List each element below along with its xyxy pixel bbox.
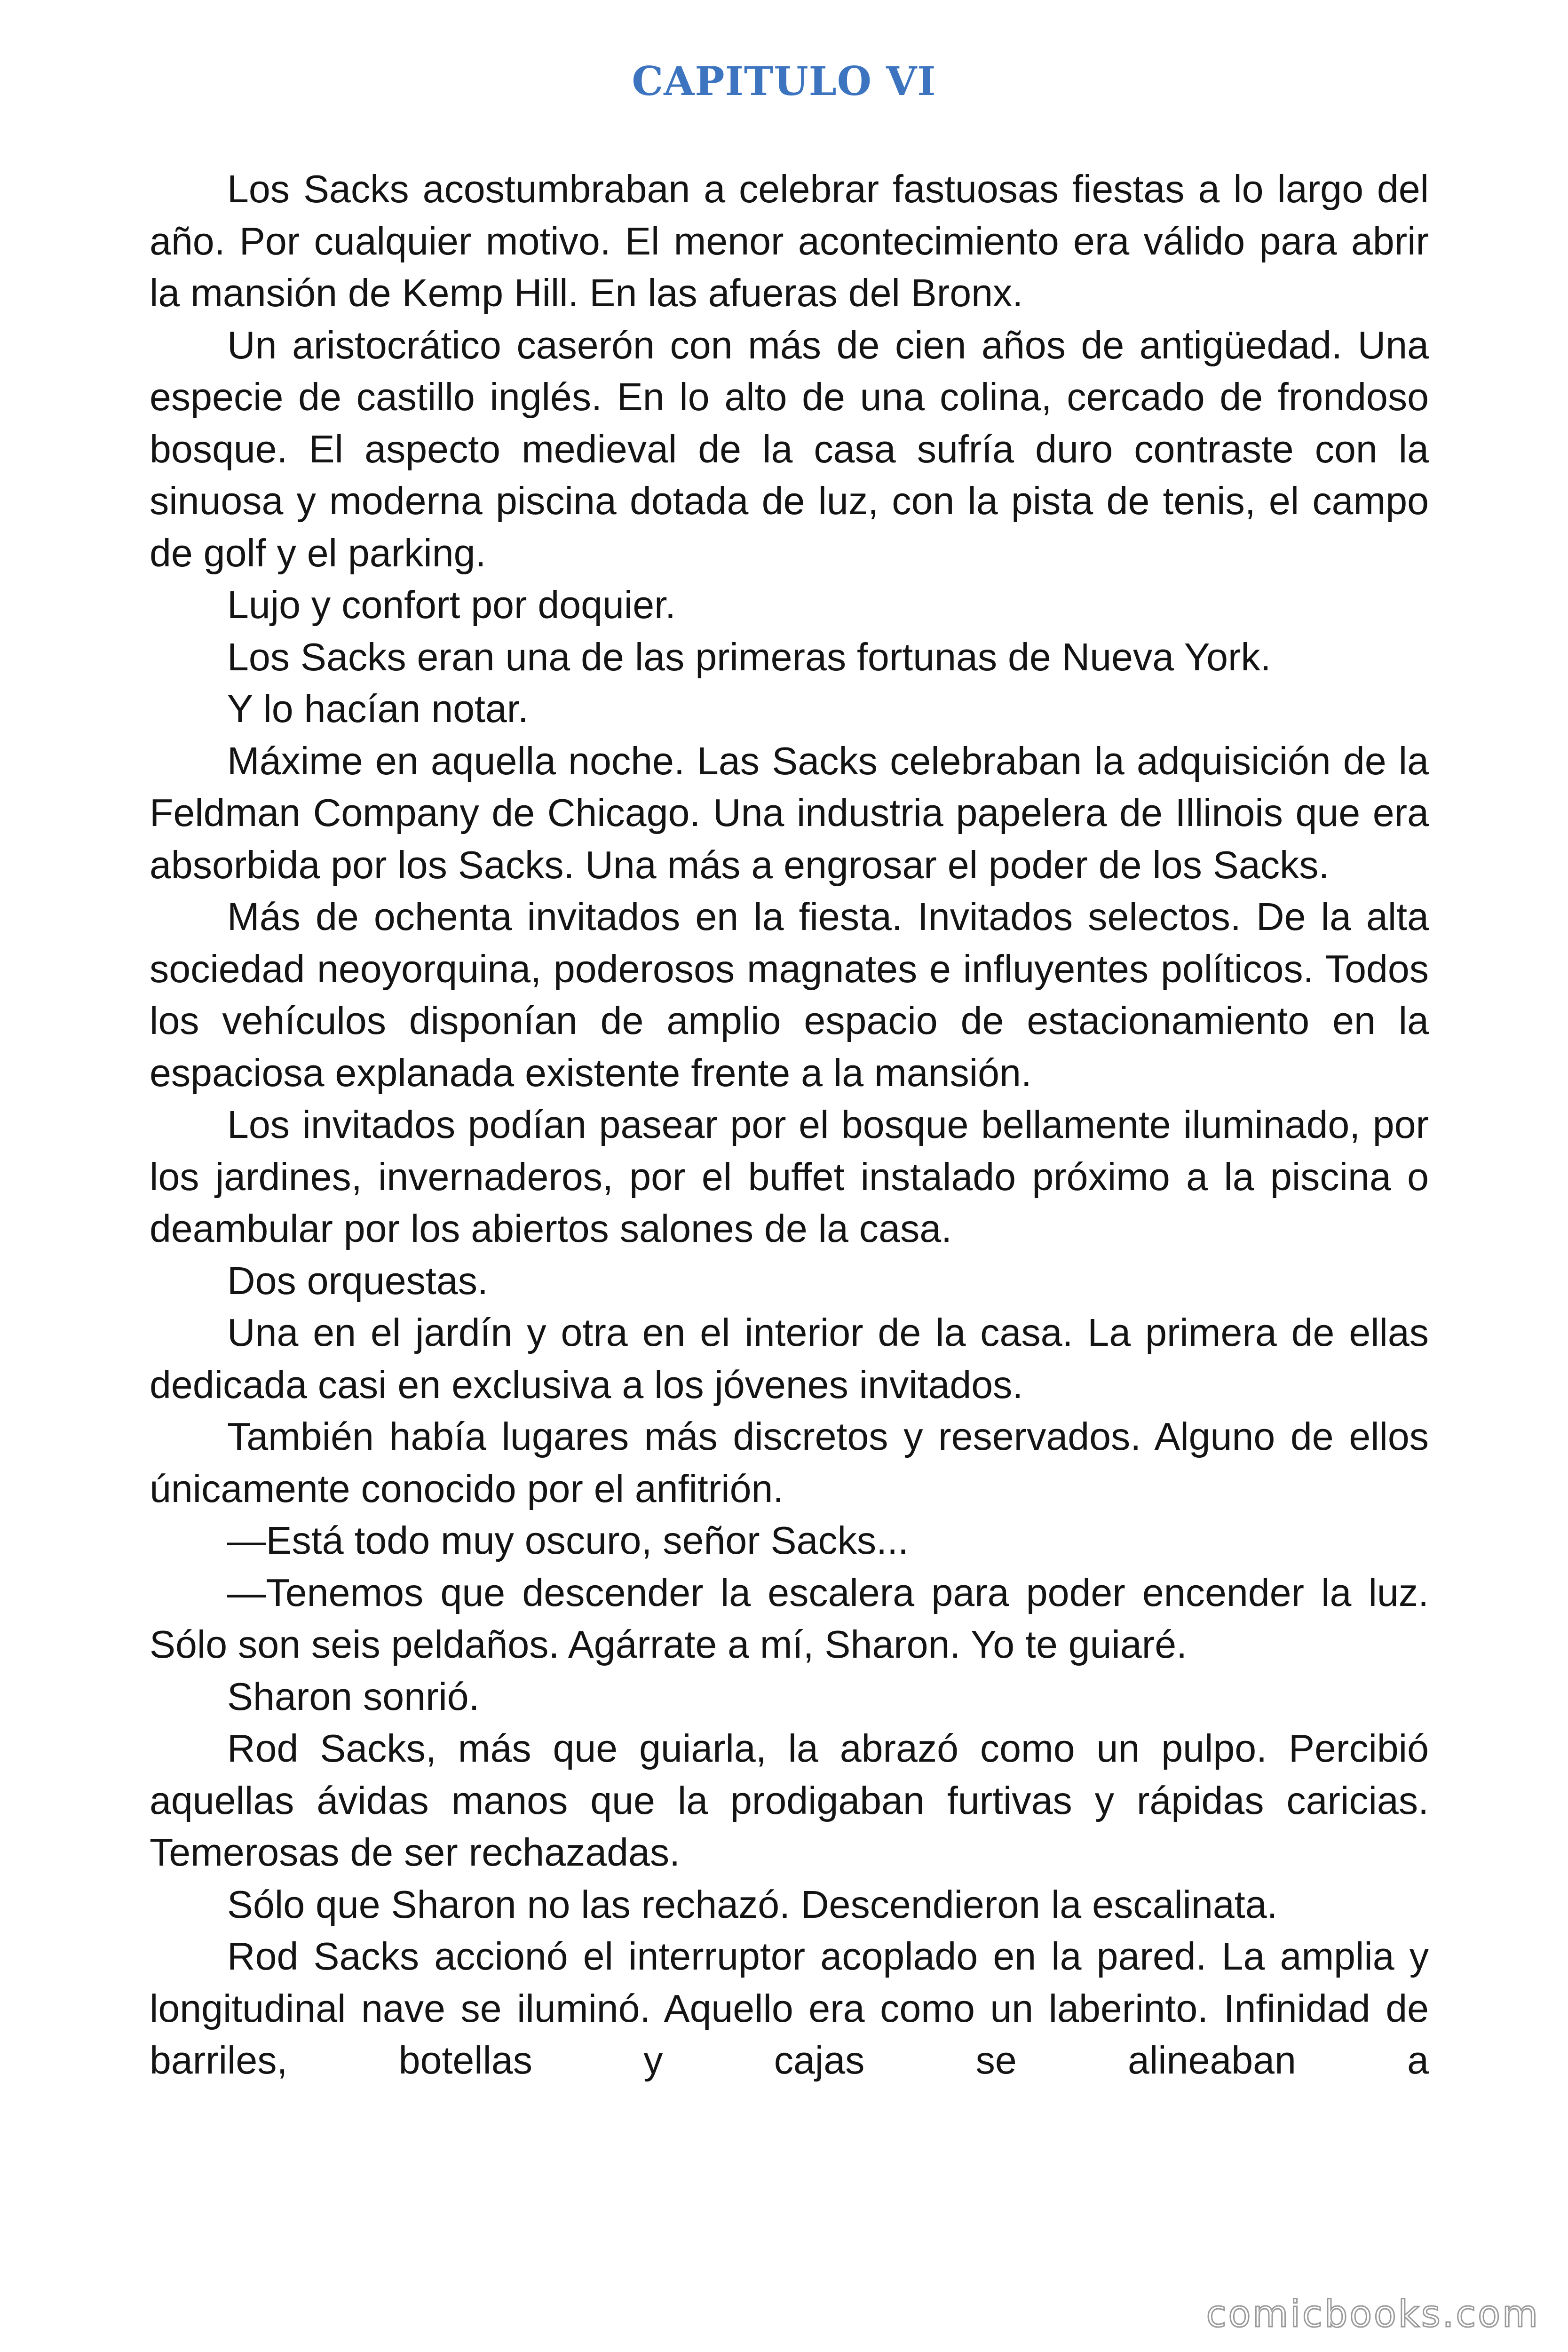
paragraph: Rod Sacks, más que guiarla, la abrazó como un pulpo. Percibió aquellas ávidas manos que la prodigaban furtivas y rápidas caricias. Temerosas de ser rechazadas. [150,1727,1429,1874]
paragraph: También había lugares más discretos y reservados. Alguno de ellos únicamente conocido por el anfitrión. [150,1415,1429,1510]
paragraph: Los invitados podían pasear por el bosque bellamente iluminado, por los jardines, invernaderos, por el buffet instalado próximo a la piscina o deambular por los abiertos salones de la casa. [150,1103,1429,1250]
paragraph: Una en el jardín y otra en el interior de la casa. La primera de ellas dedicada casi en exclusiva a los jóvenes invitados. [150,1311,1429,1406]
paragraph-continues: Rod Sacks accionó el interruptor acoplado en la pared. La amplia y longitudinal nave se iluminó. Aquello era como un laberinto. Infinidad de barriles, botellas y cajas se alineaban a [150,1935,1429,2082]
paragraph: Más de ochenta invitados en la fiesta. Invitados selectos. De la alta sociedad neoyorquina, poderosos magnates e influyentes políticos. Todos los vehículos disponían de amplio espacio de estacionamiento en la espaciosa explanada existente frente a la mansión. [150,895,1429,1095]
paragraph: Máxime en aquella noche. Las Sacks celebraban la adquisición de la Feldman Company de Chicago. Una industria papelera de Illinois que era absorbida por los Sacks. Una más a engrosar el poder de los Sacks. [150,739,1429,887]
paragraph: Sharon sonrió. [227,1675,480,1718]
watermark-logo: comicbooks.com [1206,2293,1540,2336]
paragraph: Los Sacks acostumbraban a celebrar fastuosas fiestas a lo largo del año. Por cualquier motivo. El menor acontecimiento era válido para abrir la mansión de Kemp Hill. En las afueras del Bronx. [150,167,1429,315]
paragraph: Lujo y confort por doquier. [227,583,676,627]
paragraph: Y lo hacían notar. [227,687,529,731]
chapter-body [150,163,1429,2087]
paragraph: Dos orquestas. [227,1259,488,1303]
chapter-title: CAPITULO VI [632,58,936,104]
paragraph: Un aristocrático caserón con más de cien años de antigüedad. Una especie de castillo inglés. En lo alto de una colina, cercado de frondoso bosque. El aspecto medieval de la casa sufría duro contraste con la sinuosa y moderna piscina dotada de luz, con la pista de tenis, el campo de golf y el parking. [150,323,1429,575]
paragraph: Sólo que Sharon no las rechazó. Descendieron la escalinata. [227,1883,1278,1926]
dialogue-paragraph: —Tenemos que descender la escalera para poder encender la luz. Sólo son seis peldaños. Agárrate a mí, Sharon. Yo te guiaré. [150,1571,1429,1666]
dialogue-paragraph: —Está todo muy oscuro, señor Sacks... [227,1519,909,1562]
paragraph: Los Sacks eran una de las primeras fortunas de Nueva York. [227,635,1271,679]
